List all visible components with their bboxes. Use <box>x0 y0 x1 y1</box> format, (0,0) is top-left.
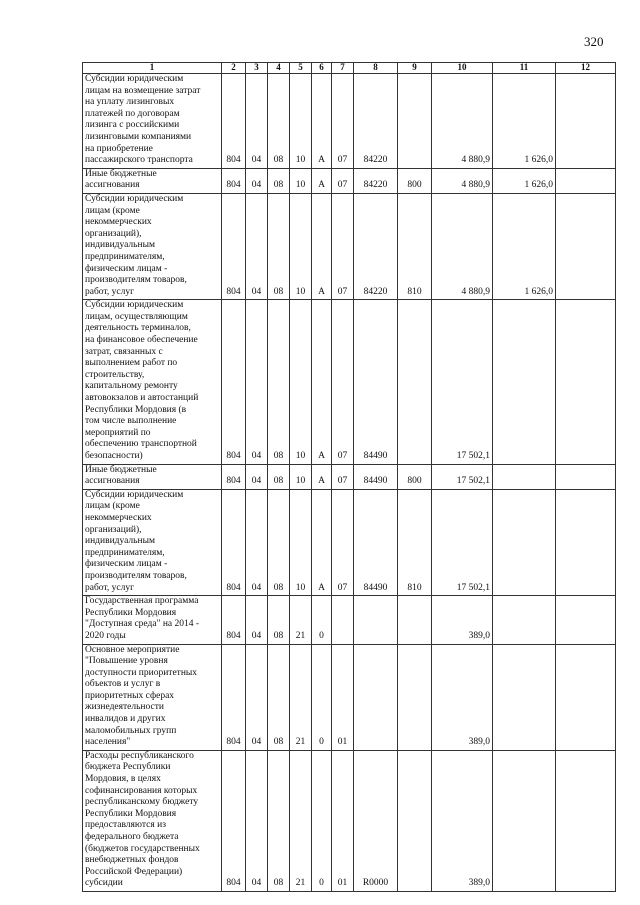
cell-c9 <box>398 300 432 464</box>
cell-c5: 10 <box>290 464 312 489</box>
column-header: 6 <box>312 63 332 74</box>
column-header: 9 <box>398 63 432 74</box>
cell-c10: 4 880,9 <box>432 168 493 193</box>
row-name: Субсидии юридическим лицам на возмещение затрат на уплату лизинговых платежей по договорам лизинга с российскими лизинговыми компаниями на приобретение пассажирского транспорта <box>83 74 222 169</box>
cell-c5: 10 <box>290 168 312 193</box>
cell-c8: 84490 <box>354 489 398 595</box>
cell-c2: 804 <box>222 596 246 644</box>
column-header: 2 <box>222 63 246 74</box>
cell-c3: 04 <box>246 489 268 595</box>
cell-c6: 0 <box>312 596 332 644</box>
table-row <box>83 750 616 891</box>
cell-c3: 04 <box>246 596 268 644</box>
cell-c2: 804 <box>222 750 246 891</box>
cell-c11 <box>493 300 556 464</box>
column-header: 12 <box>556 63 616 74</box>
cell-c5: 10 <box>290 300 312 464</box>
header-row <box>83 63 616 74</box>
cell-c11: 1 626,0 <box>493 74 556 169</box>
cell-c7 <box>332 596 354 644</box>
cell-c10: 17 502,1 <box>432 300 493 464</box>
cell-c6: А <box>312 300 332 464</box>
cell-c8 <box>354 644 398 750</box>
cell-c2: 804 <box>222 74 246 169</box>
cell-c10: 389,0 <box>432 644 493 750</box>
cell-c3: 04 <box>246 193 268 299</box>
column-header: 4 <box>268 63 290 74</box>
cell-c12 <box>556 74 616 169</box>
cell-c9 <box>398 596 432 644</box>
cell-c9: 800 <box>398 168 432 193</box>
table-row <box>83 168 616 193</box>
cell-c11 <box>493 644 556 750</box>
cell-c7: 07 <box>332 168 354 193</box>
column-header: 8 <box>354 63 398 74</box>
row-name: Основное мероприятие "Повышение уровня доступности приоритетных объектов и услуг в приоритетных сферах жизнедеятельности инвалидов и других маломобильных групп населения" <box>83 644 222 750</box>
cell-c12 <box>556 750 616 891</box>
cell-c12 <box>556 168 616 193</box>
cell-c9: 810 <box>398 489 432 595</box>
cell-c4: 08 <box>268 596 290 644</box>
column-header: 5 <box>290 63 312 74</box>
cell-c6: А <box>312 193 332 299</box>
cell-c11: 1 626,0 <box>493 168 556 193</box>
row-name: Субсидии юридическим лицам (кроме некоммерческих организаций), индивидуальным предпринимателям, физическим лицам - производителям товаров, работ, услуг <box>83 489 222 595</box>
cell-c2: 804 <box>222 644 246 750</box>
cell-c5: 10 <box>290 74 312 169</box>
column-header: 7 <box>332 63 354 74</box>
cell-c6: А <box>312 168 332 193</box>
row-name: Иные бюджетные ассигнования <box>83 168 222 193</box>
cell-c2: 804 <box>222 489 246 595</box>
cell-c6: А <box>312 74 332 169</box>
cell-c4: 08 <box>268 644 290 750</box>
page-number: 320 <box>584 34 604 49</box>
cell-c5: 10 <box>290 489 312 595</box>
cell-c6: 0 <box>312 644 332 750</box>
budget-table <box>82 62 616 892</box>
cell-c12 <box>556 464 616 489</box>
row-name: Расходы республиканского бюджета Республики Мордовия, в целях софинансирования которых республиканскому бюджету Республики Мордовия предоставляются из федерального бюджета (бюджетов государственных внебюджетных фондов Российской Федерации) субсидии <box>83 750 222 891</box>
cell-c7: 07 <box>332 74 354 169</box>
table-row <box>83 300 616 464</box>
cell-c10: 4 880,9 <box>432 193 493 299</box>
cell-c10: 17 502,1 <box>432 464 493 489</box>
row-name: Субсидии юридическим лицам (кроме некоммерческих организаций), индивидуальным предпринимателям, физическим лицам - производителям товаров, работ, услуг <box>83 193 222 299</box>
column-header: 10 <box>432 63 493 74</box>
cell-c4: 08 <box>268 464 290 489</box>
cell-c12 <box>556 596 616 644</box>
column-header: 3 <box>246 63 268 74</box>
table-row <box>83 193 616 299</box>
cell-c3: 04 <box>246 168 268 193</box>
cell-c2: 804 <box>222 300 246 464</box>
cell-c6: А <box>312 489 332 595</box>
row-name: Субсидии юридическим лицам, осуществляющим деятельность терминалов, на финансовое обеспечение затрат, связанных с выполнением работ по строительству, капитальному ремонту автовокзалов и автостанций Республики Мордовия (в том числе выполнение мероприятий по обеспечению транспортной безопасности) <box>83 300 222 464</box>
cell-c8 <box>354 596 398 644</box>
cell-c4: 08 <box>268 750 290 891</box>
cell-c8: 84490 <box>354 300 398 464</box>
cell-c12 <box>556 489 616 595</box>
cell-c7: 07 <box>332 300 354 464</box>
cell-c4: 08 <box>268 168 290 193</box>
cell-c11 <box>493 464 556 489</box>
cell-c3: 04 <box>246 644 268 750</box>
cell-c12 <box>556 193 616 299</box>
cell-c2: 804 <box>222 193 246 299</box>
cell-c3: 04 <box>246 750 268 891</box>
cell-c7: 01 <box>332 750 354 891</box>
cell-c3: 04 <box>246 300 268 464</box>
cell-c9 <box>398 750 432 891</box>
cell-c7: 07 <box>332 464 354 489</box>
cell-c4: 08 <box>268 193 290 299</box>
column-header: 11 <box>493 63 556 74</box>
cell-c3: 04 <box>246 464 268 489</box>
cell-c4: 08 <box>268 489 290 595</box>
table-row <box>83 74 616 169</box>
cell-c10: 4 880,9 <box>432 74 493 169</box>
cell-c11 <box>493 489 556 595</box>
cell-c9: 800 <box>398 464 432 489</box>
cell-c8: 84220 <box>354 74 398 169</box>
table-row <box>83 489 616 595</box>
row-name: Государственная программа Республики Мордовия "Доступная среда" на 2014 - 2020 годы <box>83 596 222 644</box>
cell-c10: 389,0 <box>432 750 493 891</box>
cell-c7: 07 <box>332 489 354 595</box>
cell-c11 <box>493 750 556 891</box>
cell-c5: 21 <box>290 750 312 891</box>
cell-c11 <box>493 596 556 644</box>
cell-c4: 08 <box>268 74 290 169</box>
cell-c9: 810 <box>398 193 432 299</box>
cell-c12 <box>556 644 616 750</box>
row-name: Иные бюджетные ассигнования <box>83 464 222 489</box>
cell-c6: 0 <box>312 750 332 891</box>
cell-c2: 804 <box>222 464 246 489</box>
table-row <box>83 644 616 750</box>
cell-c8: 84220 <box>354 193 398 299</box>
table-row <box>83 464 616 489</box>
cell-c11: 1 626,0 <box>493 193 556 299</box>
cell-c2: 804 <box>222 168 246 193</box>
cell-c6: А <box>312 464 332 489</box>
cell-c5: 10 <box>290 193 312 299</box>
cell-c5: 21 <box>290 644 312 750</box>
cell-c7: 01 <box>332 644 354 750</box>
cell-c8: 84220 <box>354 168 398 193</box>
cell-c8: R0000 <box>354 750 398 891</box>
cell-c12 <box>556 300 616 464</box>
cell-c9 <box>398 74 432 169</box>
cell-c10: 17 502,1 <box>432 489 493 595</box>
column-header: 1 <box>83 63 222 74</box>
cell-c4: 08 <box>268 300 290 464</box>
cell-c8: 84490 <box>354 464 398 489</box>
cell-c5: 21 <box>290 596 312 644</box>
cell-c9 <box>398 644 432 750</box>
cell-c3: 04 <box>246 74 268 169</box>
table-row <box>83 596 616 644</box>
cell-c7: 07 <box>332 193 354 299</box>
cell-c10: 389,0 <box>432 596 493 644</box>
